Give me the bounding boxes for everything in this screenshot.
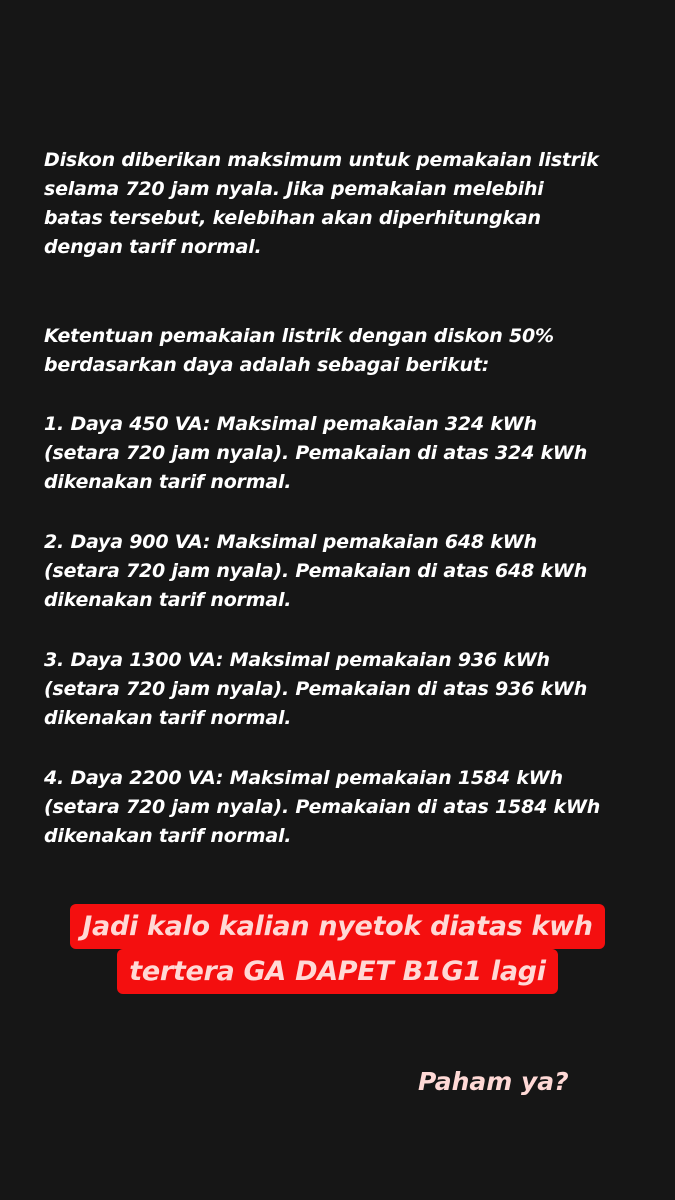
rules-intro-text: Ketentuan pemakaian listrik dengan diskon 50% berdasarkan daya adalah sebagai berikut: bbox=[44, 325, 554, 376]
callout-line-2: tertera GA DAPET B1G1 lagi bbox=[117, 949, 557, 994]
rule-item-2200va: 4. Daya 2200 VA: Maksimal pemakaian 1584 kWh (setara 720 jam nyala). Pemakaian di atas 1584 kWh dikenakan tarif normal. bbox=[44, 767, 601, 847]
intro-text: Diskon diberikan maksimum untuk pemakaian listrik selama 720 jam nyala. Jika pemakaian melebihi batas tersebut, kelebihan akan diperhitungkan dengan tarif normal. bbox=[44, 149, 599, 258]
highlight-callout bbox=[0, 904, 675, 994]
rule-item-450va: 1. Daya 450 VA: Maksimal pemakaian 324 kWh (setara 720 jam nyala). Pemakaian di atas 324 kWh dikenakan tarif normal. bbox=[44, 413, 588, 493]
callout-line-1: Jadi kalo kalian nyetok diatas kwh bbox=[70, 904, 604, 949]
closing-text: Paham ya? bbox=[418, 1067, 569, 1096]
rule-item-1300va: 3. Daya 1300 VA: Maksimal pemakaian 936 kWh (setara 720 jam nyala). Pemakaian di atas 936 kWh dikenakan tarif normal. bbox=[44, 649, 588, 729]
rule-item-900va: 2. Daya 900 VA: Maksimal pemakaian 648 kWh (setara 720 jam nyala). Pemakaian di atas 648 kWh dikenakan tarif normal. bbox=[44, 531, 588, 611]
